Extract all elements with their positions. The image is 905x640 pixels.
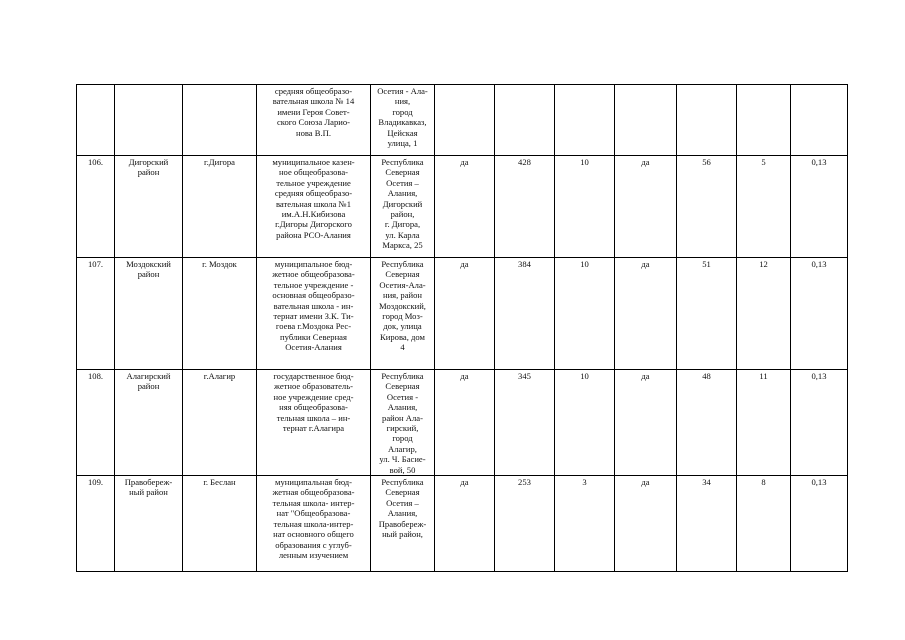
- address-cell: Республика Северная Осетия – Алания, Правобереж- ный район,: [371, 476, 435, 572]
- municipality-cell: г. Моздок: [183, 258, 257, 370]
- school-name-cell: муниципальная бюд- жетная общеобразова- тельная школа- интер- нат "Общеобразова- тельная школа-интер- нат основного общего образования с углуб- ленным изучением: [257, 476, 371, 572]
- table-row: [77, 258, 848, 370]
- municipality-cell: г.Дигора: [183, 156, 257, 258]
- address-cell: Республика Северная Осетия - Алания, район Ала- гирский, город Алагир, ул. Ч. Басие- вой, 50: [371, 370, 435, 476]
- row-number: 107.: [77, 258, 115, 370]
- value-cell: да: [435, 156, 495, 258]
- municipality-cell: [183, 85, 257, 156]
- value-cell: 34: [677, 476, 737, 572]
- value-cell: 0,13: [791, 258, 848, 370]
- value-cell: 51: [677, 258, 737, 370]
- value-cell: [615, 85, 677, 156]
- district-cell: [115, 85, 183, 156]
- value-cell: [737, 85, 791, 156]
- value-cell: 384: [495, 258, 555, 370]
- value-cell: 0,13: [791, 476, 848, 572]
- value-cell: 3: [555, 476, 615, 572]
- value-cell: [677, 85, 737, 156]
- value-cell: 12: [737, 258, 791, 370]
- district-cell: Алагирский район: [115, 370, 183, 476]
- address-cell: Осетия - Ала- ния, город Владикавказ, Цейская улица, 1: [371, 85, 435, 156]
- school-name-cell: средняя общеобразо- вательная школа № 14 имени Героя Совет- ского Союза Ларио- нова В.П.: [257, 85, 371, 156]
- value-cell: 10: [555, 370, 615, 476]
- value-cell: 10: [555, 258, 615, 370]
- value-cell: да: [615, 258, 677, 370]
- row-number: 108.: [77, 370, 115, 476]
- district-cell: Правобереж- ный район: [115, 476, 183, 572]
- value-cell: да: [435, 258, 495, 370]
- value-cell: [791, 85, 848, 156]
- row-number: 109.: [77, 476, 115, 572]
- value-cell: да: [615, 476, 677, 572]
- address-cell: Республика Северная Осетия – Алания, Дигорский район, г. Дигора, ул. Карла Маркса, 25: [371, 156, 435, 258]
- row-number: 106.: [77, 156, 115, 258]
- schools-table: [76, 84, 848, 572]
- value-cell: [555, 85, 615, 156]
- value-cell: 0,13: [791, 156, 848, 258]
- value-cell: [435, 85, 495, 156]
- municipality-cell: г. Беслан: [183, 476, 257, 572]
- value-cell: да: [435, 476, 495, 572]
- value-cell: 48: [677, 370, 737, 476]
- value-cell: 8: [737, 476, 791, 572]
- value-cell: 56: [677, 156, 737, 258]
- table-row: [77, 156, 848, 258]
- table-row: [77, 85, 848, 156]
- address-cell: Республика Северная Осетия-Ала- ния, район Моздокский, город Моз- док, улица Кирова, дом 4: [371, 258, 435, 370]
- table-row: [77, 370, 848, 476]
- value-cell: да: [615, 156, 677, 258]
- school-name-cell: муниципальное бюд- жетное общеобразова- тельное учреждение - основная общеобразо- вательная школа - ин- тернат имени З.К. Ти- гоева г.Моздока Рес- публики Северная Осетия-Алания: [257, 258, 371, 370]
- row-number: [77, 85, 115, 156]
- value-cell: 5: [737, 156, 791, 258]
- value-cell: 10: [555, 156, 615, 258]
- value-cell: да: [435, 370, 495, 476]
- school-name-cell: муниципальное казен- ное общеобразова- тельное учреждение средняя общеобразо- вательная школа №1 им.А.Н.Кибизова г.Дигоры Дигорского района РСО-Алания: [257, 156, 371, 258]
- school-name-cell: государственное бюд- жетное образователь- ное учреждение сред- няя общеобразова- тельная школа – ин- тернат г.Алагира: [257, 370, 371, 476]
- value-cell: да: [615, 370, 677, 476]
- value-cell: 345: [495, 370, 555, 476]
- value-cell: 428: [495, 156, 555, 258]
- value-cell: 0,13: [791, 370, 848, 476]
- district-cell: Моздокский район: [115, 258, 183, 370]
- district-cell: Дигорский район: [115, 156, 183, 258]
- table-row: [77, 476, 848, 572]
- municipality-cell: г.Алагир: [183, 370, 257, 476]
- value-cell: 11: [737, 370, 791, 476]
- value-cell: [495, 85, 555, 156]
- value-cell: 253: [495, 476, 555, 572]
